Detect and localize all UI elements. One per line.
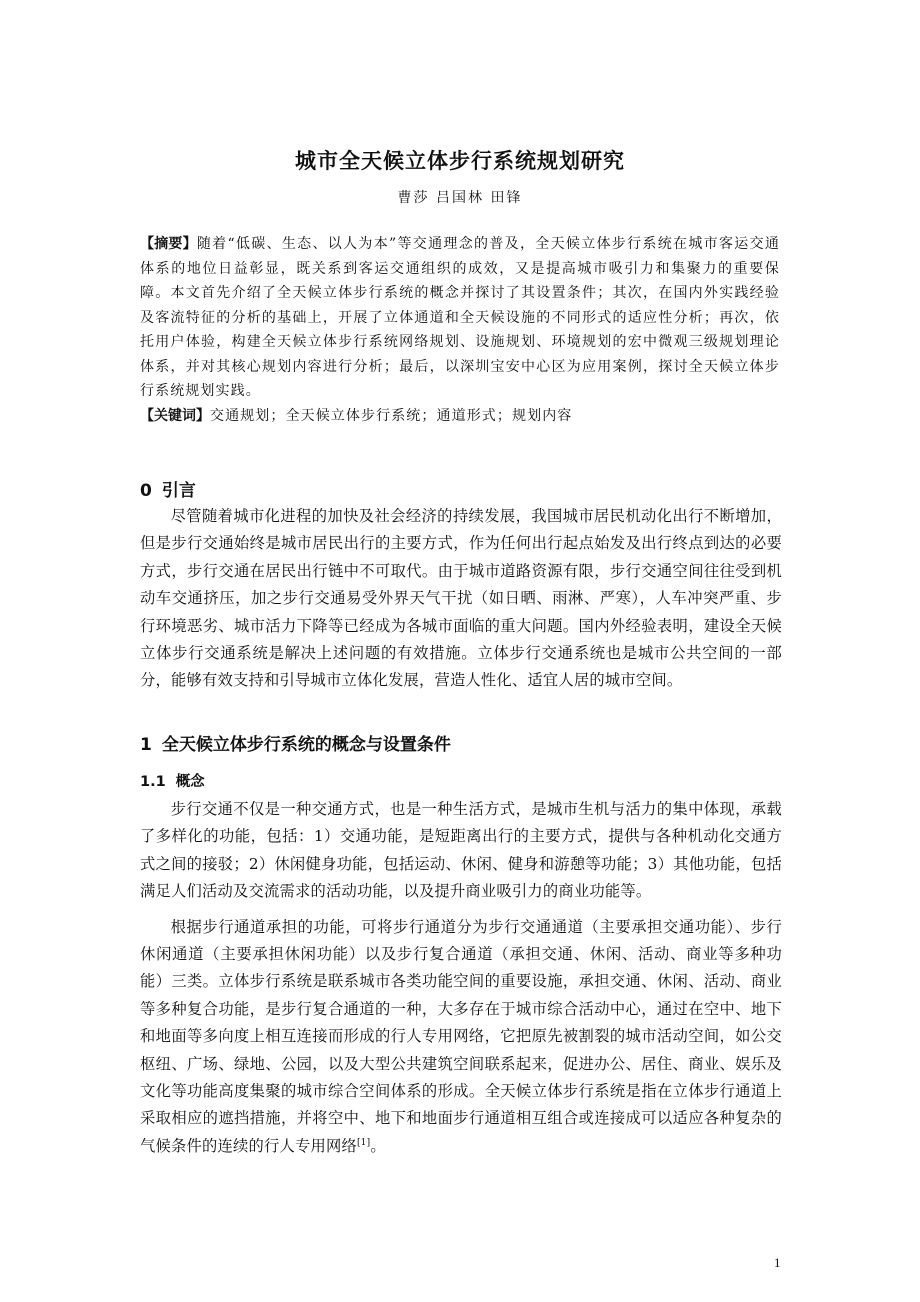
paragraph-2-end: 。 xyxy=(370,1136,386,1155)
section-1-1-body xyxy=(140,796,782,1160)
abstract-paragraph xyxy=(140,232,780,404)
section-1-1-heading xyxy=(140,770,205,791)
section-1-number: 1 xyxy=(140,735,152,755)
paper-authors: 曹莎 吕国林 田锋 xyxy=(397,190,523,206)
section-0-paragraph: 尽管随着城市化进程的加快及社会经济的持续发展，我国城市居民机动化出行不断增加，但是步行交通始终是城市居民出行的主要方式，作为任何出行起点始发及出行终点到达的必要方式，步行交通在居民出行链中不可取代。由于城市道路资源有限，步行交通空间往往受到机动车交通挤压，加之步行交通易受外界天气干扰（如日晒、雨淋、严寒），人车冲突严重、步行环境恶劣、城市活力下降等已经成为各城市面临的重大问题。国内外经验表明，建设全天候立体步行交通系统是解决上述问题的有效措施。立体步行交通系统也是城市公共空间的一部分，能够有效支持和引导城市立体化发展，营造人性化、适宜人居的城市空间。 xyxy=(140,507,782,690)
section-1-title: 全天候立体步行系统的概念与设置条件 xyxy=(161,735,451,755)
paragraph-2-text: 根据步行通道承担的功能，可将步行通道分为步行交通通道（主要承担交通功能）、步行休闲通道（主要承担休闲功能）以及步行复合通道（承担交通、休闲、活动、商业等多种功能）三类。立体步行系统是联系城市各类功能空间的重要设施，承担交通、休闲、活动、商业等多种复合功能，是步行复合通道的一种，大多存在于城市综合活动中心，通过在空中、地下和地面等多向度上相互连接而形成的行人专用网络，它把原先被割裂的城市活动空间，如公交枢纽、广场、绿地、公园，以及大型公共建筑空间联系起来，促进办公、居住、商业、娱乐及文化等功能高度集聚的城市综合空间体系的形成。全天候立体步行系统是指在立体步行通道上采取相应的遮挡措施，并将空中、地下和地面步行通道相互组合或连接成可以适应各种复杂的气候条件的连续的行人专用网络 xyxy=(140,917,782,1155)
page-number: 1 xyxy=(774,1255,781,1270)
section-1-1-paragraph-2 xyxy=(140,914,782,1161)
keywords-label: 【关键词】 xyxy=(140,407,210,424)
keywords-text: 交通规划；全天候立体步行系统；通道形式；规划内容 xyxy=(210,407,573,424)
abstract-text: 随着“低碳、生态、以人为本”等交通理念的普及，全天候立体步行系统在城市客运交通体系的地位日益彰显，既关系到客运交通组织的成效，又是提高城市吸引力和集聚力的重要保障。本文首先介绍了全天候立体步行系统的概念并探讨了其设置条件；其次，在国内外实践经验及客流特征的分析的基础上，开展了立体通道和全天候设施的不同形式的适应性分析；再次，依托用户体验，构建全天候立体步行系统网络规划、设施规划、环境规划的宏中微观三级规划理论体系，并对其核心规划内容进行分析；最后，以深圳宝安中心区为应用案例，探讨全天候立体步行系统规划实践。 xyxy=(140,236,781,399)
section-1-1-title: 概念 xyxy=(175,774,205,790)
abstract-block xyxy=(140,232,780,428)
citation-ref: [1] xyxy=(356,1137,371,1148)
section-0-number: 0 xyxy=(140,481,152,501)
paper-title: 城市全天候立体步行系统规划研究 xyxy=(295,149,625,173)
section-1-heading xyxy=(140,730,451,755)
section-1-1-number: 1.1 xyxy=(140,774,166,790)
abstract-label: 【摘要】 xyxy=(140,236,197,252)
keywords-paragraph xyxy=(140,404,780,429)
section-0-body xyxy=(140,503,782,695)
section-0-heading xyxy=(140,476,196,501)
section-0-title: 引言 xyxy=(161,481,196,501)
section-1-1-paragraph-1: 步行交通不仅是一种交通方式，也是一种生活方式，是城市生机与活力的集中体现，承载了多样化的功能，包括：1）交通功能，是短距离出行的主要方式，提供与各种机动化交通方式之间的接驳；2）休闲健身功能，包括运动、休闲、健身和游憩等功能；3）其他功能，包括满足人们活动及交流需求的活动功能，以及提升商业吸引力的商业功能等。 xyxy=(140,800,782,901)
